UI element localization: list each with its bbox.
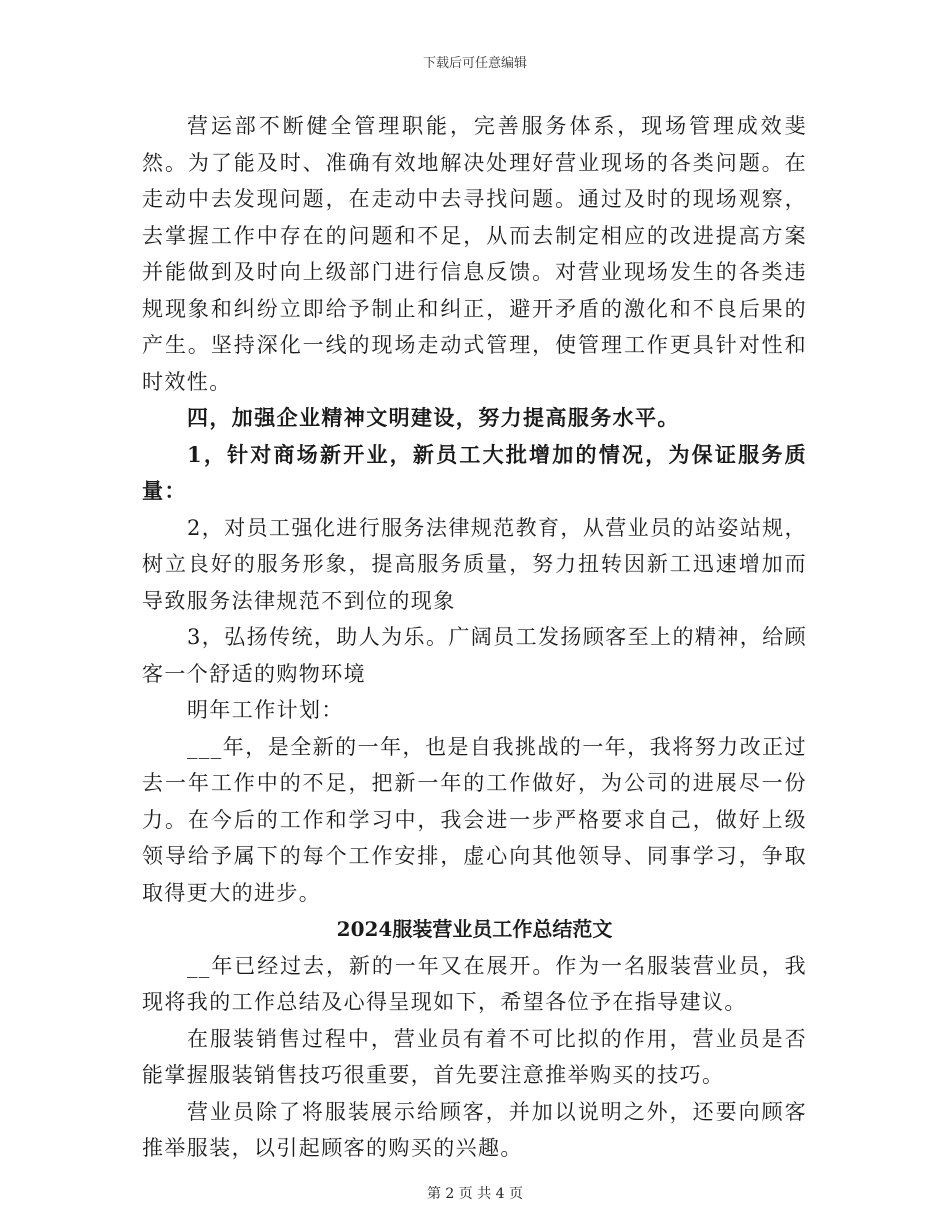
- plan-heading: 明年工作计划：: [187, 698, 344, 722]
- list-item-1: 1，针对商场新开业，新员工大批增加的情况，为保证服务质量：: [142, 441, 807, 503]
- list-item-2: 2，对员工强化进行服务法律规范教育，从营业员的站姿站规，树立良好的服务形象，提高服务质量，努力扭转因新工迅速增加而导致服务法律规范不到位的现象: [142, 515, 807, 613]
- paragraph-recommend: 营业员除了将服装展示给顾客，并加以说明之外，还要向顾客推举服装，以引起顾客的购买的兴趣。: [142, 1099, 807, 1160]
- page-header: 下载后可任意编辑: [422, 56, 527, 71]
- section-title: 2024服装营业员工作总结范文: [336, 917, 613, 941]
- heading-section-four: 四，加强企业精神文明建设，努力提高服务水平。: [187, 405, 680, 430]
- document-body: [142, 108, 807, 1167]
- page-footer: 第 2 页 共 4 页: [426, 1186, 524, 1202]
- list-item-3: 3，弘扬传统，助人为乐。广阔员工发扬顾客至上的精神，给顾客一个舒适的购物环境: [142, 625, 807, 686]
- paragraph-sales-role: 在服装销售过程中，营业员有着不可比拟的作用，营业员是否能掌握服装销售技巧很重要，首先要注意推举购买的技巧。: [142, 1026, 807, 1087]
- paragraph-management: 营运部不断健全管理职能，完善服务体系，现场管理成效斐然。为了能及时、准确有效地解决处理好营业现场的各类问题。在走动中去发现问题，在走动中去寻找问题。通过及时的现场观察，去掌握工作中存在的问题和不足，从而去制定相应的改进提高方案并能做到及时向上级部门进行信息反馈。对营业现场发生的各类违规现象和纠纷立即给予制止和纠正，避开矛盾的激化和不良后果的产生。坚持深化一线的现场走动式管理，使管理工作更具针对性和时效性。: [142, 114, 807, 394]
- paragraph-plan: ___年，是全新的一年，也是自我挑战的一年，我将努力改正过去一年工作中的不足，把新一年的工作做好，为公司的进展尽一份力。在今后的工作和学习中，我会进一步严格要求自己，做好上级领导给予属下的每个工作安排，虚心向其他领导、同事学习，争取取得更大的进步。: [142, 734, 807, 905]
- paragraph-intro: __年已经过去，新的一年又在展开。作为一名服装营业员，我现将我的工作总结及心得呈现如下，希望各位予在指导建议。: [142, 953, 807, 1014]
